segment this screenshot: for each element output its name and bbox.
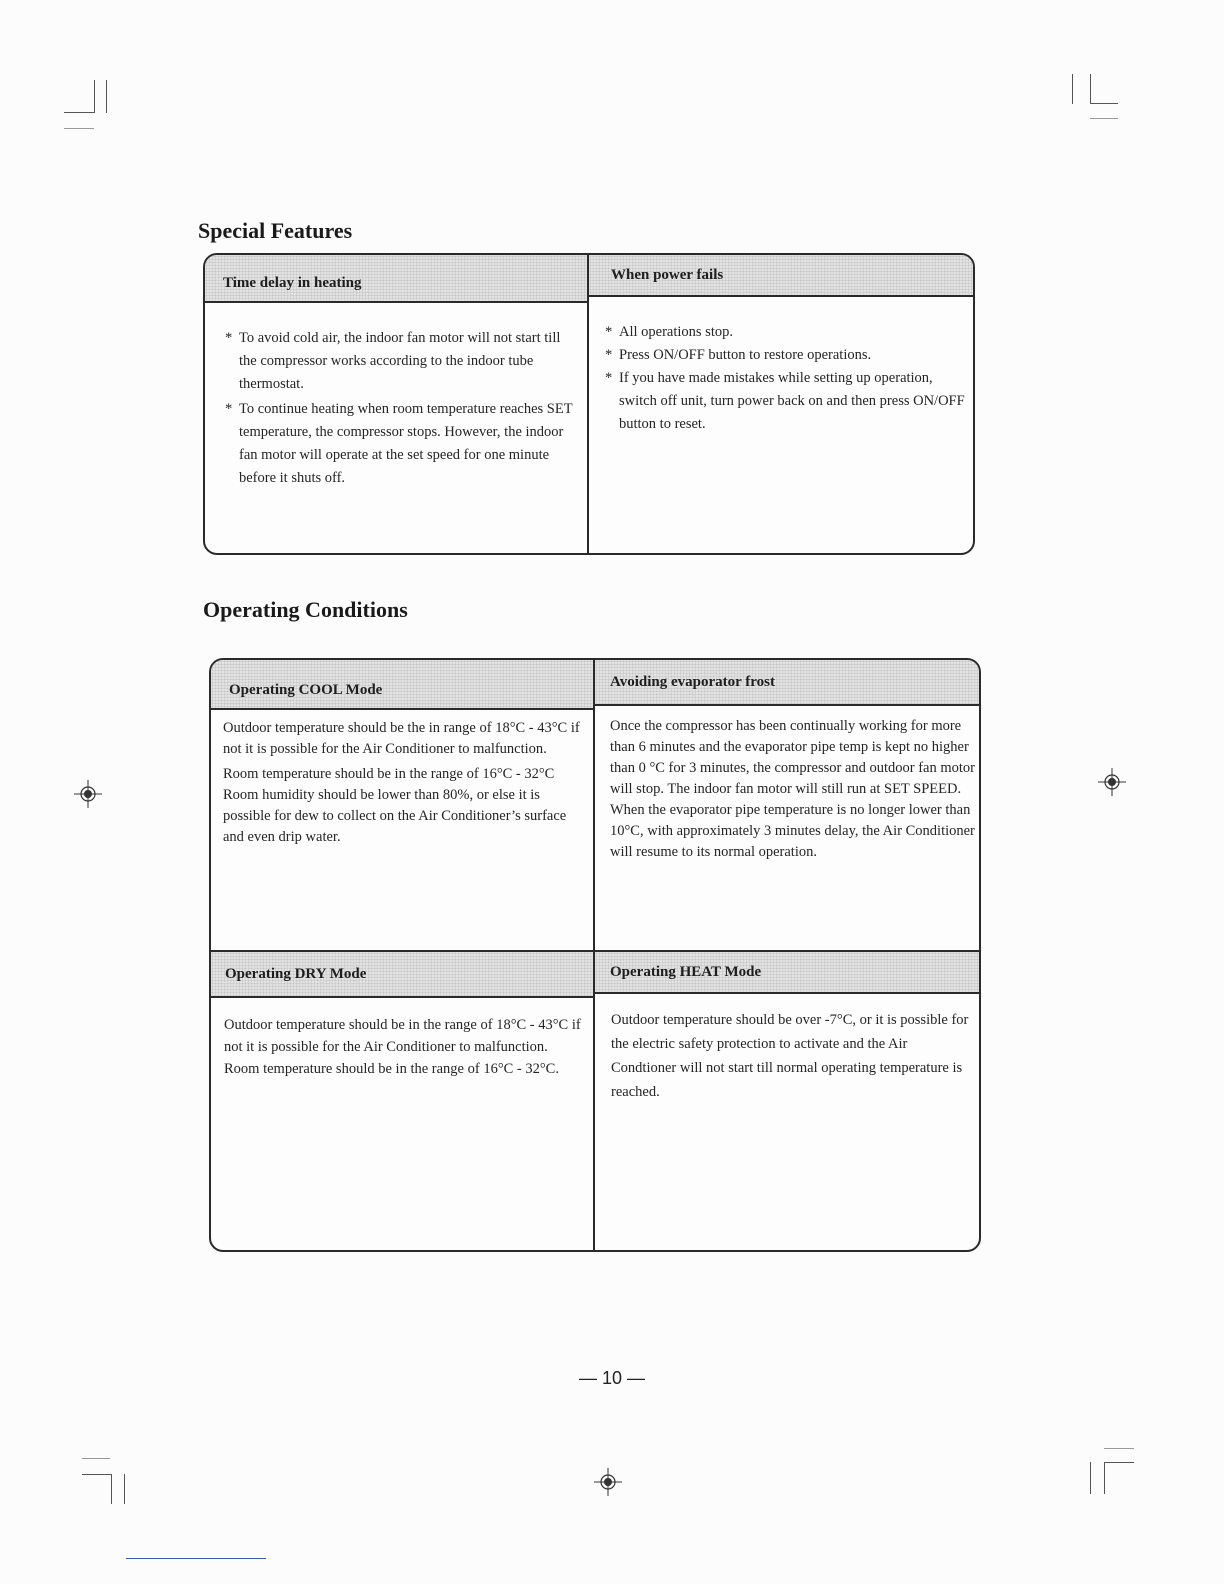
cool-mode-heading: Operating COOL Mode	[211, 660, 593, 710]
registration-target-icon	[594, 1468, 622, 1496]
dry-mode-heading: Operating DRY Mode	[211, 952, 593, 998]
time-delay-body	[205, 303, 587, 553]
cool-mode-body	[211, 710, 593, 950]
time-delay-heading: Time delay in heating	[205, 255, 587, 303]
evaporator-frost-paragraph: Once the compressor has been continually working for more than 6 minutes and the evaporator pipe temp is kept no higher than 0 °C for 3 minutes, the compressor and outdoor fan motor will stop. The indoor fan motor will still run at SET SPEED. When the evaporator pipe temperature is no longer lower than 10°C, with approximately 3 minutes delay, the Air Conditioner will resume to its normal operation.	[610, 718, 976, 860]
time-delay-item: * To continue heating when room temperature reaches SET temperature, the compressor stops. However, the indoor fan motor will operate at the set speed for one minute before it shuts off.	[225, 398, 579, 490]
cool-mode-cell	[211, 660, 593, 950]
dry-mode-paragraph: Outdoor temperature should be in the range of 18°C - 43°C if not it is possible for the Air Conditioner to malfunction.	[224, 1017, 581, 1055]
operating-conditions-title: Operating Conditions	[203, 597, 408, 622]
power-fails-item: * Press ON/OFF button to restore operations.	[605, 344, 967, 367]
dry-mode-paragraph: Room temperature should be in the range of 16°C - 32°C.	[224, 1061, 559, 1077]
dry-mode-cell	[211, 952, 593, 1250]
registration-target-icon	[1098, 768, 1126, 796]
time-delay-item: * To avoid cold air, the indoor fan motor will not start till the compressor works according to the indoor tube thermostat.	[225, 327, 579, 396]
page-number: — 10 —	[578, 1368, 646, 1388]
power-fails-heading: When power fails	[589, 255, 973, 297]
operating-conditions-table	[209, 658, 981, 1252]
heat-mode-heading: Operating HEAT Mode	[595, 952, 979, 994]
cool-mode-paragraph: Room temperature should be in the range of 16°C - 32°C Room humidity should be lower than 80%, or else it is possible for dew to collect on the Air Conditioner’s surface and even drip water.	[223, 766, 567, 845]
power-fails-item: * If you have made mistakes while setting up operation, switch off unit, turn power back on and then press ON/OFF button to reset.	[605, 367, 967, 436]
registration-target-icon	[74, 780, 102, 808]
time-delay-cell	[205, 255, 587, 553]
footer-rule	[126, 1558, 266, 1559]
power-fails-item: * All operations stop.	[605, 321, 967, 344]
evaporator-frost-heading: Avoiding evaporator frost	[595, 660, 979, 706]
special-features-title: Special Features	[198, 218, 353, 243]
special-features-table	[203, 253, 975, 555]
cool-mode-paragraph: Outdoor temperature should be the in range of 18°C - 43°C if not it is possible for the Air Conditioner to malfunction.	[223, 720, 580, 757]
power-fails-cell	[589, 255, 973, 553]
power-fails-body	[589, 297, 973, 553]
dry-mode-body	[211, 998, 593, 1250]
evaporator-frost-cell	[595, 660, 979, 950]
heat-mode-cell	[595, 952, 979, 1250]
evaporator-frost-body	[595, 706, 979, 950]
heat-mode-body	[595, 994, 979, 1250]
heat-mode-paragraph: Outdoor temperature should be over -7°C, or it is possible for the electric safety protection to activate and the Air Condtioner will not start till normal operating temperature is reached.	[611, 1012, 969, 1100]
